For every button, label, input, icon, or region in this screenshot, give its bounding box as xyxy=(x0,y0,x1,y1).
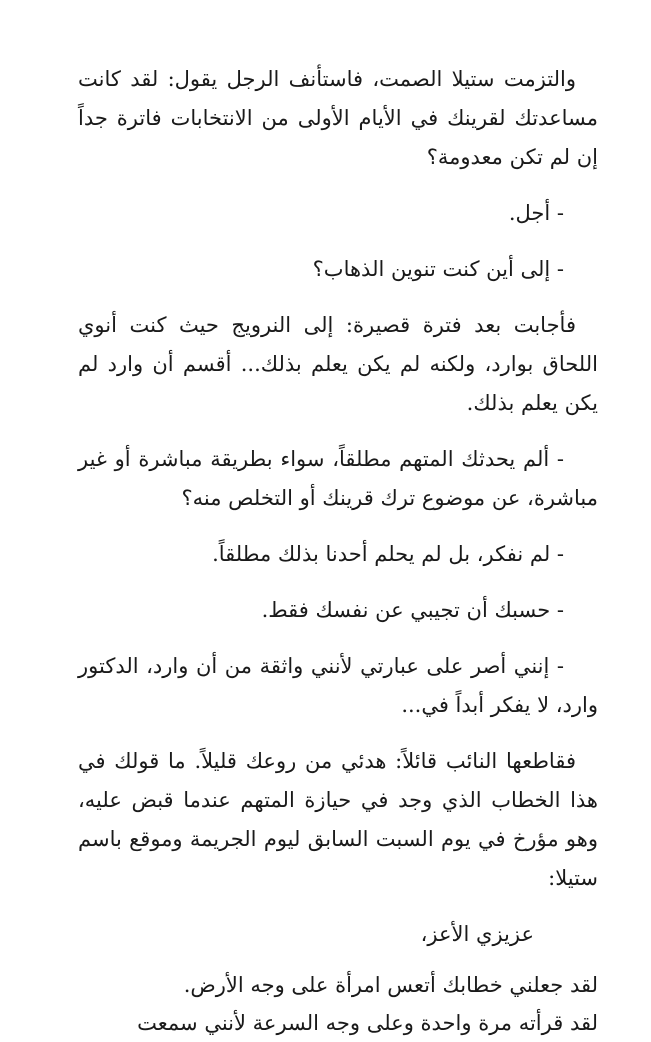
paragraph-2: فأجابت بعد فترة قصيرة: إلى النرويج حيث كنت أنوي اللحاق بوارد، ولكنه لم يكن يعلم بذلك... أقسم أن وارد لم يكن يعلم بذلك. xyxy=(78,313,598,415)
dialog-line-3: - ألم يحدثك المتهم مطلقاً، سواء بطريقة مباشرة أو غير مباشرة، عن موضوع ترك قرينك أو التخلص منه؟ xyxy=(78,447,598,510)
dialog-line-6: - إنني أصر على عبارتي لأنني واثقة من أن وارد، الدكتور وارد، لا يفكر أبداً في... xyxy=(78,654,598,717)
paragraph-1: والتزمت ستيلا الصمت، فاستأنف الرجل يقول: لقد كانت مساعدتك لقرينك في الأيام الأولى من الانتخابات فاترة جداً إن لم تكن معدومة؟ xyxy=(78,67,598,169)
dialog-line-4: - لم نفكر، بل لم يحلم أحدنا بذلك مطلقاً. xyxy=(212,542,564,566)
letter-line-1: لقد جعلني خطابك أتعس امرأة على وجه الأرض. xyxy=(183,973,598,997)
dialog-line-1: - أجل. xyxy=(508,201,564,225)
letter-line-2: لقد قرأته مرة واحدة وعلى وجه السرعة لأنني سمعت xyxy=(137,1011,598,1035)
book-page xyxy=(78,60,598,1042)
letter-salutation: عزيزي الأعز، xyxy=(420,922,534,946)
dialog-line-2: - إلى أين كنت تنوين الذهاب؟ xyxy=(312,257,564,281)
dialog-line-5: - حسبك أن تجيبي عن نفسك فقط. xyxy=(261,598,564,622)
paragraph-3: فقاطعها النائب قائلاً: هدئي من روعك قليلاً. ما قولك في هذا الخطاب الذي وجد في حيازة المتهم عندما قبض عليه، وهو مؤرخ في يوم السبت السابق ليوم الجريمة وموقع باسم ستيلا: xyxy=(78,749,598,890)
